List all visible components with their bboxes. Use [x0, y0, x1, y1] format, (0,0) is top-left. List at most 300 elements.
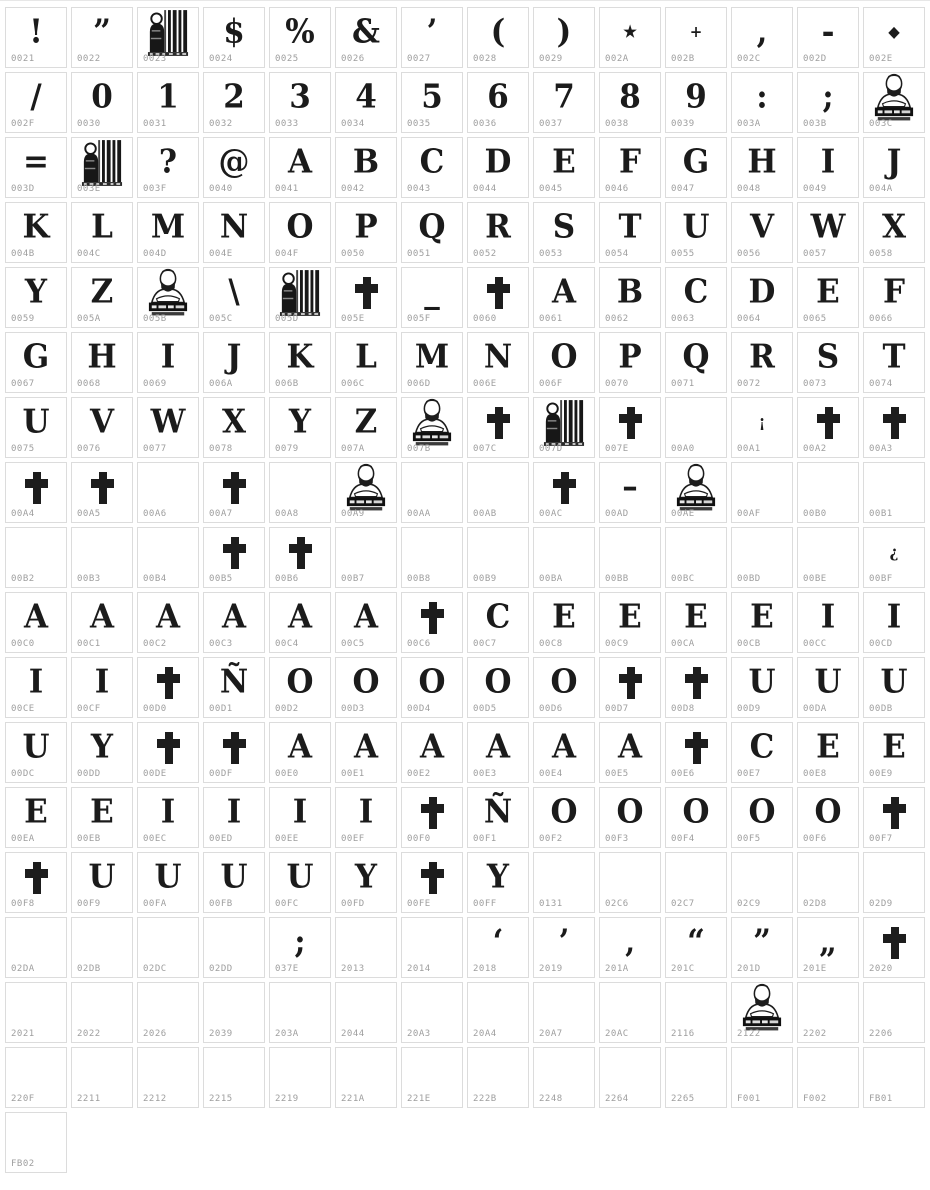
glyph-cell-00C1 — [71, 592, 133, 653]
glyph-code-label: 02DC — [143, 964, 167, 974]
glyph-code-label: 00EF — [341, 834, 365, 844]
glyph-char: E — [24, 793, 48, 831]
glyph-cell-F001 — [731, 1047, 793, 1108]
glyph-cell-0050 — [335, 202, 397, 263]
glyph-char: U — [880, 663, 908, 701]
glyph-char: U — [22, 728, 50, 766]
glyph-cell-005E — [335, 267, 397, 328]
glyph-cell-0061 — [533, 267, 595, 328]
glyph-code-label: 201A — [605, 964, 629, 974]
glyph-cell-201E — [797, 917, 859, 978]
glyph-code-label: 005F — [407, 314, 431, 324]
latin-cross-glyph-icon — [25, 472, 48, 504]
glyph-char: G — [22, 338, 50, 376]
bearded-man-logo-icon — [741, 983, 783, 1033]
glyph-cell-003E — [71, 137, 133, 198]
glyph-char: R — [485, 208, 511, 246]
glyph-char: A — [551, 273, 577, 311]
bearded-man-logo-icon — [873, 73, 915, 123]
glyph-code-label: 004B — [11, 249, 35, 259]
glyph-code-label: 00E1 — [341, 769, 365, 779]
glyph-code-label: 0047 — [671, 184, 695, 194]
glyph-cell-201D — [731, 917, 793, 978]
glyph-char: I — [28, 663, 44, 701]
glyph-code-label: 00FA — [143, 899, 167, 909]
glyph-cell-02DA — [5, 917, 67, 978]
glyph-char: I — [160, 793, 176, 831]
glyph-cell-0046 — [599, 137, 661, 198]
glyph-char: O — [286, 208, 314, 246]
glyph-char: X — [881, 208, 907, 246]
glyph-cell-00C4 — [269, 592, 331, 653]
glyph-code-label: 0021 — [11, 54, 35, 64]
glyph-cell-00D8 — [665, 657, 727, 718]
glyph-code-label: 00A8 — [275, 509, 299, 519]
glyph-cell-003B — [797, 72, 859, 133]
glyph-code-label: 00B9 — [473, 574, 497, 584]
glyph-code-label: 00E5 — [605, 769, 629, 779]
glyph-code-label: 222B — [473, 1094, 497, 1104]
glyph-code-label: 0056 — [737, 249, 761, 259]
glyph-cell-00E0 — [269, 722, 331, 783]
glyph-cell-0054 — [599, 202, 661, 263]
glyph-cell-0070 — [599, 332, 661, 393]
glyph-cell-002F — [5, 72, 67, 133]
bearded-man-logo-icon — [675, 463, 717, 513]
glyph-code-label: 005C — [209, 314, 233, 324]
glyph-code-label: 0031 — [143, 119, 167, 129]
glyph-cell-00EF — [335, 787, 397, 848]
glyph-cell-2026 — [137, 982, 199, 1043]
glyph-cell-00E2 — [401, 722, 463, 783]
glyph-cell-221E — [401, 1047, 463, 1108]
glyph-cell-00F7 — [863, 787, 925, 848]
glyph-char: U — [682, 208, 710, 246]
glyph-code-label: 0025 — [275, 54, 299, 64]
glyph-cell-2211 — [71, 1047, 133, 1108]
glyph-code-label: 00F6 — [803, 834, 827, 844]
glyph-char: D — [484, 143, 512, 181]
glyph-cell-00D0 — [137, 657, 199, 718]
glyph-code-label: 2215 — [209, 1094, 233, 1104]
glyph-cell-2019 — [533, 917, 595, 978]
glyph-code-label: F001 — [737, 1094, 761, 1104]
glyph-code-label: 02C9 — [737, 899, 761, 909]
glyph-code-label: 0058 — [869, 249, 893, 259]
glyph-code-label: 2265 — [671, 1094, 695, 1104]
glyph-code-label: 00FB — [209, 899, 233, 909]
glyph-cell-2044 — [335, 982, 397, 1043]
glyph-code-label: 00B3 — [77, 574, 101, 584]
glyph-code-label: 00D9 — [737, 704, 761, 714]
glyph-code-label: 0045 — [539, 184, 563, 194]
glyph-cell-00A8 — [269, 462, 331, 523]
glyph-code-label: 02C6 — [605, 899, 629, 909]
glyph-code-label: 0033 — [275, 119, 299, 129]
glyph-cell-006F — [533, 332, 595, 393]
glyph-cell-005B — [137, 267, 199, 328]
glyph-char: F — [882, 273, 905, 311]
glyph-char: E — [816, 273, 840, 311]
glyph-char: L — [355, 338, 377, 376]
glyph-char: O — [550, 793, 578, 831]
latin-cross-glyph-icon — [421, 602, 444, 634]
glyph-char: N — [483, 338, 513, 376]
latin-cross-glyph-icon — [619, 667, 642, 699]
glyph-code-label: 00C4 — [275, 639, 299, 649]
glyph-code-label: 0071 — [671, 379, 695, 389]
glyph-cell-00EB — [71, 787, 133, 848]
glyph-code-label: 00F2 — [539, 834, 563, 844]
glyph-char: I — [160, 338, 176, 376]
glyph-code-label: 02C7 — [671, 899, 695, 909]
glyph-cell-0075 — [5, 397, 67, 458]
glyph-code-label: 2122 — [737, 1029, 761, 1039]
glyph-code-label: 0077 — [143, 444, 167, 454]
glyph-cell-004A — [863, 137, 925, 198]
glyph-char: = — [23, 143, 49, 181]
glyph-cell-00A6 — [137, 462, 199, 523]
latin-cross-glyph-icon — [487, 277, 510, 309]
glyph-cell-00BE — [797, 527, 859, 588]
glyph-code-label: 0061 — [539, 314, 563, 324]
glyph-cell-00E3 — [467, 722, 529, 783]
glyph-code-label: 02D8 — [803, 899, 827, 909]
latin-cross-glyph-icon — [289, 537, 312, 569]
glyph-cell-00D9 — [731, 657, 793, 718]
glyph-code-label: 00A6 — [143, 509, 167, 519]
glyph-code-label: 00F5 — [737, 834, 761, 844]
glyph-char: M — [150, 208, 186, 246]
glyph-code-label: 2219 — [275, 1094, 299, 1104]
glyph-code-label: 00E2 — [407, 769, 431, 779]
glyph-cell-006D — [401, 332, 463, 393]
glyph-char: A — [287, 143, 313, 181]
glyph-cell-007E — [599, 397, 661, 458]
latin-cross-glyph-icon — [685, 732, 708, 764]
glyph-cell-00E8 — [797, 722, 859, 783]
glyph-cell-00B4 — [137, 527, 199, 588]
glyph-char: J — [226, 338, 242, 376]
glyph-code-label: 00D4 — [407, 704, 431, 714]
glyph-char: Q — [418, 208, 446, 246]
glyph-char: S — [552, 208, 576, 246]
glyph-code-label: 0046 — [605, 184, 629, 194]
glyph-code-label: 002B — [671, 54, 695, 64]
glyph-cell-00A0 — [665, 397, 727, 458]
glyph-char: „ — [819, 923, 837, 961]
glyph-cell-02C9 — [731, 852, 793, 913]
glyph-cell-20AC — [599, 982, 661, 1043]
glyph-code-label: 002F — [11, 119, 35, 129]
glyph-cell-0131 — [533, 852, 595, 913]
glyph-code-label: 00B7 — [341, 574, 365, 584]
glyph-char: A — [551, 728, 577, 766]
glyph-cell-2202 — [797, 982, 859, 1043]
glyph-code-label: 0062 — [605, 314, 629, 324]
glyph-cell-0058 — [863, 202, 925, 263]
glyph-cell-0031 — [137, 72, 199, 133]
glyph-cell-201A — [599, 917, 661, 978]
glyph-char: P — [618, 338, 642, 376]
glyph-cell-004E — [203, 202, 265, 263]
glyph-cell-00BF — [863, 527, 925, 588]
glyph-char: I — [94, 663, 110, 701]
glyph-char: O — [616, 793, 644, 831]
glyph-char: U — [88, 858, 116, 896]
latin-cross-glyph-icon — [487, 407, 510, 439]
glyph-cell-0045 — [533, 137, 595, 198]
glyph-char: ; — [822, 78, 834, 116]
glyph-code-label: 00D0 — [143, 704, 167, 714]
glyph-code-label: 00C2 — [143, 639, 167, 649]
glyph-code-label: FB02 — [11, 1159, 35, 1169]
glyph-char: V — [749, 208, 775, 246]
glyph-cell-00D6 — [533, 657, 595, 718]
glyph-cell-0059 — [5, 267, 67, 328]
glyph-cell-20A3 — [401, 982, 463, 1043]
glyph-code-label: 0050 — [341, 249, 365, 259]
glyph-cell-004B — [5, 202, 67, 263]
glyph-cell-2265 — [665, 1047, 727, 1108]
glyph-char: 4 — [355, 78, 377, 116]
glyph-code-label: 0042 — [341, 184, 365, 194]
glyph-code-label: 0041 — [275, 184, 299, 194]
glyph-code-label: 00D3 — [341, 704, 365, 714]
glyph-code-label: 0067 — [11, 379, 35, 389]
glyph-cell-2022 — [71, 982, 133, 1043]
glyph-cell-0037 — [533, 72, 595, 133]
glyph-char: \ — [228, 273, 240, 311]
glyph-code-label: 005E — [341, 314, 365, 324]
glyph-code-label: 007E — [605, 444, 629, 454]
glyph-cell-0072 — [731, 332, 793, 393]
glyph-cell-00B0 — [797, 462, 859, 523]
glyph-code-label: 221A — [341, 1094, 365, 1104]
glyph-char: ” — [93, 13, 111, 51]
glyph-cell-00EE — [269, 787, 331, 848]
glyph-char: L — [91, 208, 113, 246]
glyph-char: E — [684, 598, 708, 636]
glyph-code-label: 00A3 — [869, 444, 893, 454]
glyph-cell-00EA — [5, 787, 67, 848]
glyph-code-label: 201E — [803, 964, 827, 974]
glyph-char: C — [419, 143, 445, 181]
glyph-cell-00D1 — [203, 657, 265, 718]
glyph-cell-0077 — [137, 397, 199, 458]
glyph-cell-2219 — [269, 1047, 331, 1108]
glyph-char: ¡ — [758, 412, 766, 432]
glyph-cell-00C0 — [5, 592, 67, 653]
glyph-code-label: 00E3 — [473, 769, 497, 779]
glyph-code-label: 00CA — [671, 639, 695, 649]
glyph-cell-222B — [467, 1047, 529, 1108]
glyph-char: X — [221, 403, 247, 441]
glyph-code-label: 0029 — [539, 54, 563, 64]
glyph-char: O — [682, 793, 710, 831]
glyph-cell-220F — [5, 1047, 67, 1108]
glyph-cell-0025 — [269, 7, 331, 68]
glyph-char: 6 — [487, 78, 509, 116]
glyph-cell-00F2 — [533, 787, 595, 848]
glyph-cell-02C6 — [599, 852, 661, 913]
glyph-code-label: 00BE — [803, 574, 827, 584]
glyph-cell-0065 — [797, 267, 859, 328]
glyph-code-label: 00AE — [671, 509, 695, 519]
glyph-cell-00AA — [401, 462, 463, 523]
latin-cross-glyph-icon — [817, 407, 840, 439]
glyph-char: O — [814, 793, 842, 831]
glyph-cell-0049 — [797, 137, 859, 198]
glyph-code-label: 00BC — [671, 574, 695, 584]
glyph-char: O — [286, 663, 314, 701]
glyph-char: J — [886, 143, 902, 181]
glyph-char: A — [419, 728, 445, 766]
glyph-code-label: 0049 — [803, 184, 827, 194]
glyph-code-label: 007B — [407, 444, 431, 454]
glyph-cell-0034 — [335, 72, 397, 133]
glyph-cell-00C2 — [137, 592, 199, 653]
glyph-cell-0047 — [665, 137, 727, 198]
glyph-code-label: 00EB — [77, 834, 101, 844]
glyph-cell-0068 — [71, 332, 133, 393]
latin-cross-glyph-icon — [157, 667, 180, 699]
glyph-cell-00A3 — [863, 397, 925, 458]
glyph-cell-2206 — [863, 982, 925, 1043]
latin-cross-glyph-icon — [553, 472, 576, 504]
glyph-code-label: 0059 — [11, 314, 35, 324]
glyph-cell-0026 — [335, 7, 397, 68]
glyph-char: T — [882, 338, 906, 376]
glyph-char: 5 — [421, 78, 443, 116]
glyph-cell-2013 — [335, 917, 397, 978]
glyph-code-label: 00BF — [869, 574, 893, 584]
glyph-cell-00D4 — [401, 657, 463, 718]
glyph-cell-00C3 — [203, 592, 265, 653]
glyph-char: ! — [29, 13, 43, 51]
glyph-code-label: 20A3 — [407, 1029, 431, 1039]
glyph-cell-0055 — [665, 202, 727, 263]
glyph-code-label: 003A — [737, 119, 761, 129]
glyph-code-label: 00A9 — [341, 509, 365, 519]
glyph-cell-002E — [863, 7, 925, 68]
glyph-cell-0066 — [863, 267, 925, 328]
glyph-cell-0024 — [203, 7, 265, 68]
glyph-code-label: 004D — [143, 249, 167, 259]
glyph-char: Y — [486, 858, 510, 896]
glyph-cell-2014 — [401, 917, 463, 978]
latin-cross-glyph-icon — [223, 732, 246, 764]
glyph-char: + — [689, 22, 703, 42]
glyph-char: C — [683, 273, 709, 311]
glyph-char: 9 — [685, 78, 707, 116]
glyph-char: U — [748, 663, 776, 701]
glyph-cell-0030 — [71, 72, 133, 133]
bearded-man-logo-icon — [411, 398, 453, 448]
glyph-cell-00B9 — [467, 527, 529, 588]
glyph-cell-2021 — [5, 982, 67, 1043]
glyph-char: K — [22, 208, 50, 246]
glyph-cell-00F8 — [5, 852, 67, 913]
glyph-char: / — [30, 78, 42, 116]
glyph-code-label: 0069 — [143, 379, 167, 389]
glyph-code-label: 00FC — [275, 899, 299, 909]
bearded-man-logo-icon — [147, 268, 189, 318]
glyph-cell-00F0 — [401, 787, 463, 848]
glyph-cell-201C — [665, 917, 727, 978]
glyph-char: E — [552, 143, 576, 181]
glyph-code-label: 00B1 — [869, 509, 893, 519]
glyph-code-label: 002A — [605, 54, 629, 64]
glyph-code-label: 0072 — [737, 379, 761, 389]
glyph-code-label: 20A7 — [539, 1029, 563, 1039]
glyph-char: D — [748, 273, 776, 311]
glyph-code-label: 00D1 — [209, 704, 233, 714]
glyph-char: A — [89, 598, 115, 636]
glyph-code-label: 0044 — [473, 184, 497, 194]
glyph-code-label: 00BB — [605, 574, 629, 584]
glyph-cell-0074 — [863, 332, 925, 393]
glyph-cell-005C — [203, 267, 265, 328]
glyph-code-label: 00AD — [605, 509, 629, 519]
glyph-code-label: 004E — [209, 249, 233, 259]
latin-cross-glyph-icon — [883, 407, 906, 439]
glyph-code-label: 00AB — [473, 509, 497, 519]
glyph-code-label: 0024 — [209, 54, 233, 64]
bearded-man-logo-icon — [345, 463, 387, 513]
glyph-cell-00D2 — [269, 657, 331, 718]
glyph-cell-00B2 — [5, 527, 67, 588]
glyph-cell-006A — [203, 332, 265, 393]
glyph-code-label: FB01 — [869, 1094, 893, 1104]
glyph-char: G — [682, 143, 710, 181]
glyph-code-label: 0043 — [407, 184, 431, 194]
glyph-cell-0076 — [71, 397, 133, 458]
glyph-cell-002A — [599, 7, 661, 68]
glyph-cell-00A1 — [731, 397, 793, 458]
glyph-char: A — [23, 598, 49, 636]
latin-cross-glyph-icon — [25, 862, 48, 894]
glyph-char: T — [618, 208, 642, 246]
glyph-cell-00CD — [863, 592, 925, 653]
glyph-cell-00FF — [467, 852, 529, 913]
glyph-cell-00F5 — [731, 787, 793, 848]
latin-cross-glyph-icon — [421, 862, 444, 894]
glyph-char: Y — [90, 728, 114, 766]
glyph-code-label: 00A7 — [209, 509, 233, 519]
glyph-cell-0028 — [467, 7, 529, 68]
glyph-cell-005D — [269, 267, 331, 328]
glyph-cell-00C8 — [533, 592, 595, 653]
glyph-code-label: 004C — [77, 249, 101, 259]
glyph-cell-007A — [335, 397, 397, 458]
glyph-cell-003A — [731, 72, 793, 133]
glyph-code-label: 0040 — [209, 184, 233, 194]
glyph-code-label: 2039 — [209, 1029, 233, 1039]
glyph-code-label: 00DB — [869, 704, 893, 714]
glyph-char: 2 — [223, 78, 245, 116]
glyph-code-label: 003F — [143, 184, 167, 194]
glyph-cell-0057 — [797, 202, 859, 263]
glyph-code-label: 00C1 — [77, 639, 101, 649]
glyph-cell-00F3 — [599, 787, 661, 848]
glyph-code-label: 00FE — [407, 899, 431, 909]
glyph-cell-00B1 — [863, 462, 925, 523]
glyph-code-label: 2020 — [869, 964, 893, 974]
glyph-code-label: 0073 — [803, 379, 827, 389]
glyph-code-label: 2021 — [11, 1029, 35, 1039]
latin-cross-glyph-icon — [157, 732, 180, 764]
